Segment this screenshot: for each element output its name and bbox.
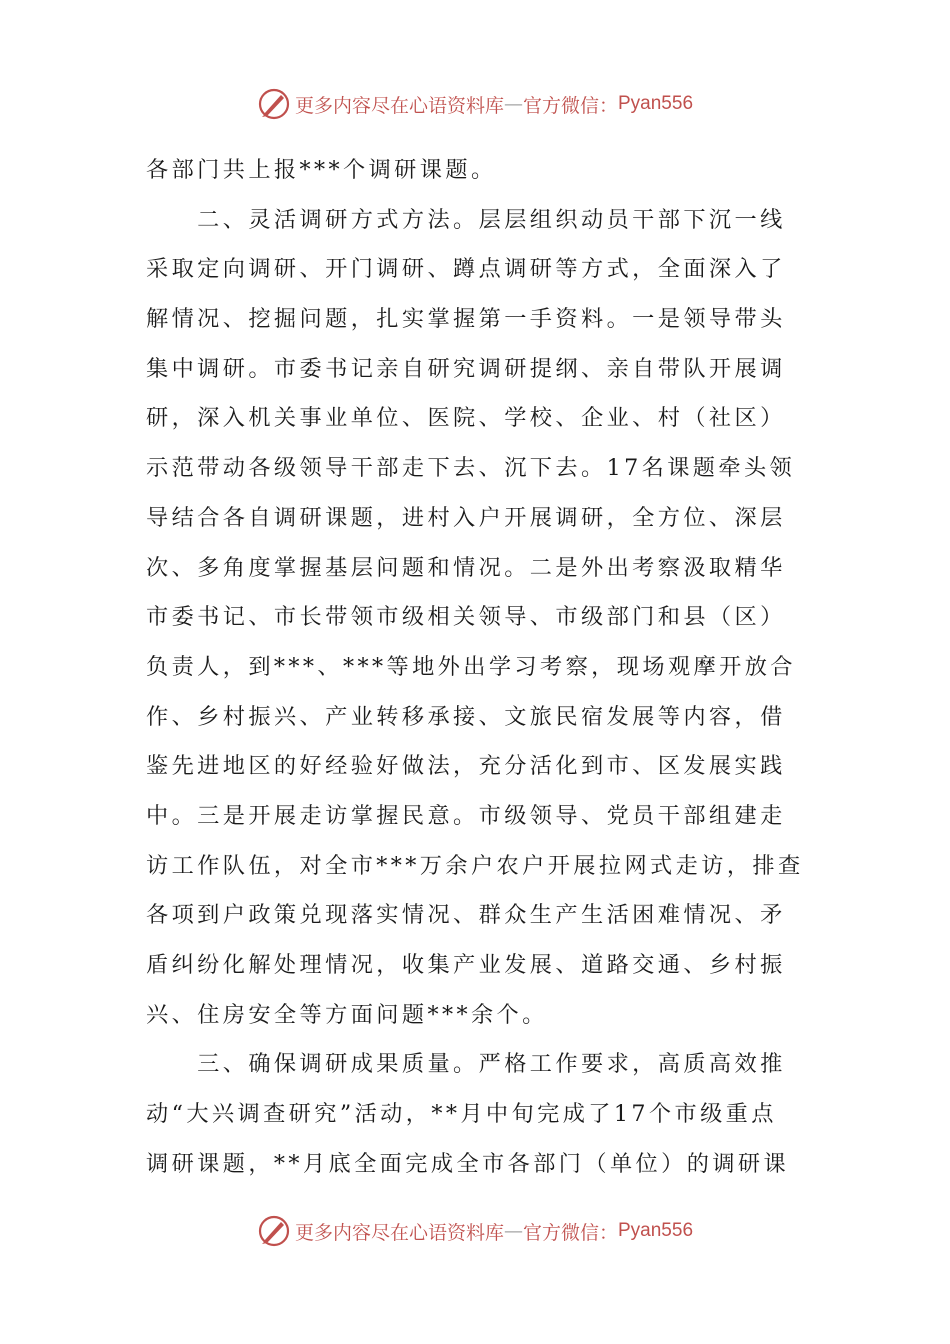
footer-banner	[0, 1211, 950, 1251]
banner-wechat-label: 官方微信：	[522, 1221, 618, 1244]
header-banner	[0, 84, 950, 124]
text-line: 次、多角度掌握基层问题和情况。二是外出考察汲取精华	[146, 554, 786, 581]
banner-wechat-label: 官方微信：	[522, 94, 618, 117]
banner-dash: —	[503, 1220, 523, 1242]
text-line: 采取定向调研、开门调研、蹲点调研等方式，全面深入了	[146, 256, 786, 283]
text-line: 盾纠纷化解处理情况，收集产业发展、道路交通、乡村振	[146, 952, 786, 978]
text-line: 访工作队伍，对全市***万余户农户开展拉网式走访，排查	[146, 852, 804, 879]
text-line: 研，深入机关事业单位、医院、学校、企业、村（社区）	[146, 405, 786, 432]
text-line: 作、乡村振兴、产业转移承接、文旅民宿发展等内容，借	[146, 703, 786, 730]
banner-dash: —	[503, 93, 523, 115]
text-line: 示范带动各级领导干部走下去、沉下去。17名课题牵头领	[146, 455, 796, 482]
text-line: 集中调研。市委书记亲自研究调研提纲、亲自带队开展调	[146, 355, 786, 382]
text-line: 导结合各自调研课题，进村入户开展调研，全方位、深层	[146, 504, 786, 531]
banner-site-text: 更多内容尽在心语资料库	[294, 94, 504, 117]
text-line: 各项到户政策兑现落实情况、群众生产生活困难情况、矛	[146, 902, 786, 929]
text-line: 解情况、挖掘问题，扎实掌握第一手资料。一是领导带头	[146, 306, 786, 333]
text-line: 动“大兴调查研究”活动，**月中旬完成了17个市级重点	[146, 1101, 777, 1128]
banner-wechat-id: Pyan556	[618, 1220, 694, 1241]
text-line: 中。三是开展走访掌握民意。市级领导、党员干部组建走	[146, 802, 786, 829]
text-line: 各部门共上报***个调研课题。	[146, 157, 497, 183]
text-line: 负责人，到***、***等地外出学习考察，现场观摩开放合	[146, 653, 796, 680]
text-line: 三、确保调研成果质量。严格工作要求，高质高效推	[146, 1051, 786, 1078]
document-body	[146, 146, 806, 1189]
text-line: 调研课题，**月底全面完成全市各部门（单位）的调研课	[146, 1150, 790, 1177]
pen-logo-icon	[257, 87, 291, 121]
text-line: 兴、住房安全等方面问题***余个。	[146, 1001, 548, 1028]
text-line: 二、灵活调研方式方法。层层组织动员干部下沉一线	[146, 206, 786, 233]
banner-site-text: 更多内容尽在心语资料库	[294, 1221, 504, 1244]
pen-logo-icon	[257, 1214, 291, 1248]
text-line: 市委书记、市长带领市级相关领导、市级部门和县（区）	[146, 604, 786, 631]
banner-wechat-id: Pyan556	[618, 93, 694, 114]
text-line: 鉴先进地区的好经验好做法，充分活化到市、区发展实践	[146, 753, 786, 780]
